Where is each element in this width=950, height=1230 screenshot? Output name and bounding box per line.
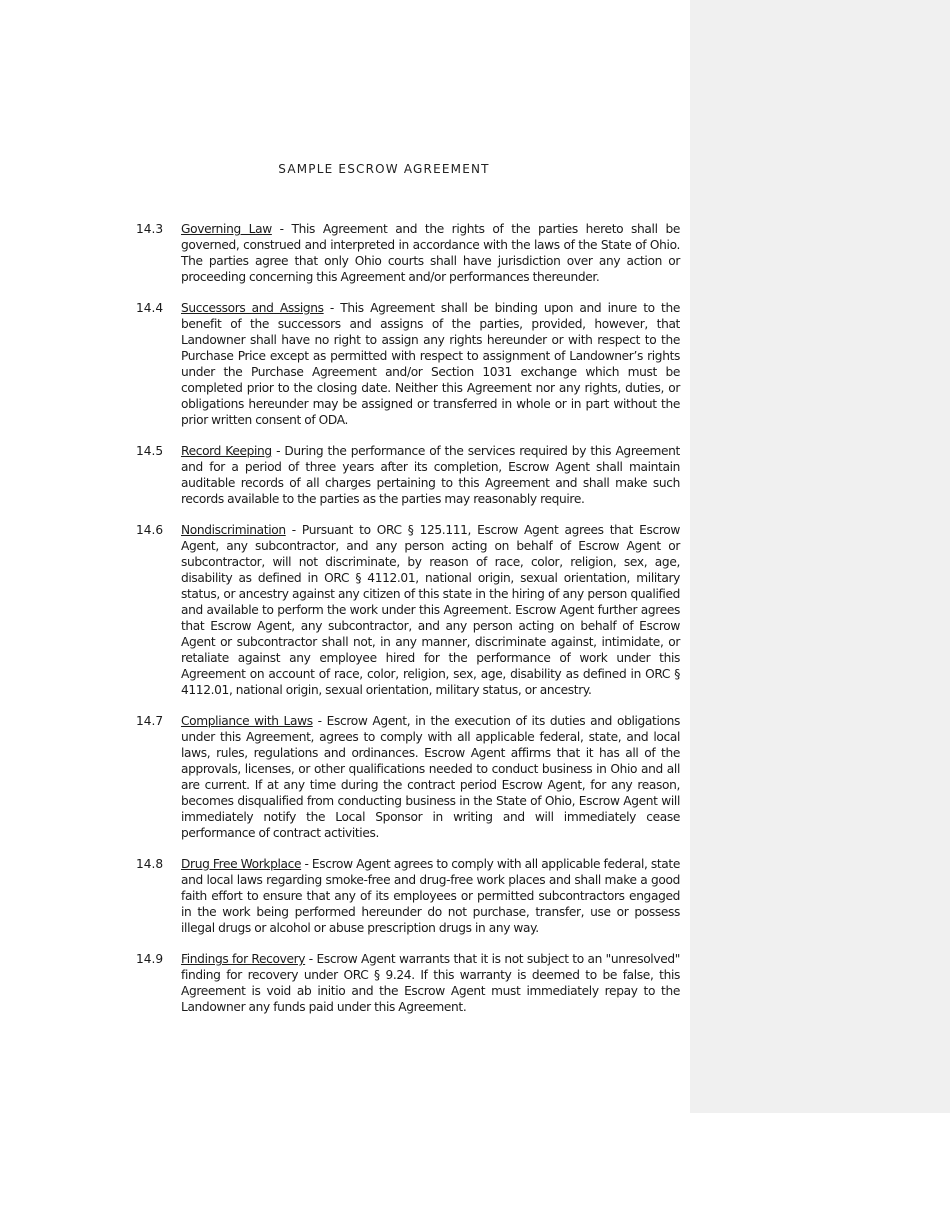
- section-body: [181, 443, 680, 507]
- section-heading: Governing Law: [181, 222, 272, 236]
- section-list: [136, 221, 680, 1030]
- section-14-7: [136, 713, 680, 841]
- section-14-4: [136, 300, 680, 428]
- section-14-5: [136, 443, 680, 507]
- section-number: 14.3: [136, 222, 164, 236]
- section-heading: Drug Free Workplace: [181, 857, 302, 871]
- section-number: 14.7: [136, 714, 164, 728]
- section-14-8: [136, 856, 680, 936]
- section-number: 14.6: [136, 523, 164, 537]
- section-body: [181, 951, 680, 1015]
- section-heading: Record Keeping: [181, 444, 272, 458]
- document-title: SAMPLE ESCROW AGREEMENT: [278, 162, 490, 176]
- section-number: 14.8: [136, 857, 164, 871]
- section-body: [181, 522, 680, 698]
- section-text: - Escrow Agent warrants that it is not subject to an "unresolved" finding for recovery under ORC § 9.24. If this warranty is deemed to be false, this Agreement is void ab initio and the Escrow Agent must immediately repay to the Landowner any funds paid under this Agreement.: [181, 952, 681, 1014]
- section-number: 14.4: [136, 301, 164, 315]
- section-14-3: [136, 221, 680, 285]
- section-number: 14.5: [136, 444, 164, 458]
- section-text: - Escrow Agent agrees to comply with all applicable federal, state and local laws regarding smoke-free and drug-free work places and shall make a good faith effort to ensure that any of its employees or permitted subcontractors engaged in the work being performed hereunder do not purchase, transfer, use or possess illegal drugs or alcohol or abuse prescription drugs in any way.: [181, 857, 680, 935]
- section-text: - This Agreement and the rights of the parties hereto shall be governed, construed and interpreted in accordance with the laws of the State of Ohio. The parties agree that only Ohio courts shall have jurisdiction over any action or proceeding concerning this Agreement and/or performances thereunder.: [181, 222, 680, 284]
- section-14-6: [136, 522, 680, 698]
- section-heading: Findings for Recovery: [181, 952, 306, 966]
- section-heading: Compliance with Laws: [181, 714, 313, 728]
- section-body: [181, 221, 680, 285]
- section-heading: Nondiscrimination: [181, 523, 286, 537]
- section-text: - Escrow Agent, in the execution of its duties and obligations under this Agreement, agrees to comply with all applicable federal, state, and local laws, rules, regulations and ordinances. Escrow Agent affirms that it has all of the approvals, licenses, or other qualifications needed to conduct business in Ohio and all are current. If at any time during the contract period Escrow Agent, for any reason, becomes disqualified from conducting business in the State of Ohio, Escrow Agent will immediately notify the Local Sponsor in writing and will immediately cease performance of contract activities.: [181, 714, 680, 840]
- section-body: [181, 856, 680, 936]
- section-14-9: [136, 951, 680, 1015]
- section-body: [181, 300, 680, 428]
- comment-sidebar: [690, 0, 950, 1113]
- section-text: - During the performance of the services required by this Agreement and for a period of three years after its completion, Escrow Agent shall maintain auditable records of all charges pertaining to this Agreement and shall make such records available to the parties as the parties may reasonably require.: [181, 444, 680, 506]
- section-heading: Successors and Assigns: [181, 301, 324, 315]
- section-text: - This Agreement shall be binding upon and inure to the benefit of the successors and assigns of the parties, provided, however, that Landowner shall have no right to assign any rights hereunder or with respect to the Purchase Price except as permitted with respect to assignment of Landowner’s rights under the Purchase Agreement and/or Section 1031 exchange which must be completed prior to the closing date. Neither this Agreement nor any rights, duties, or obligations hereunder may be assigned or transferred in whole or in part without the prior written consent of ODA.: [181, 301, 680, 427]
- section-number: 14.9: [136, 952, 164, 966]
- section-body: [181, 713, 680, 841]
- section-text: - Pursuant to ORC § 125.111, Escrow Agent agrees that Escrow Agent, any subcontractor, and any person acting on behalf of Escrow Agent or subcontractor, will not discriminate, by reason of race, color, religion, sex, age, disability as defined in ORC § 4112.01, national origin, sexual orientation, military status, or ancestry against any citizen of this state in the hiring of any person qualified and available to perform the work under this Agreement. Escrow Agent further agrees that Escrow Agent, any subcontractor, and any person acting on behalf of Escrow Agent or subcontractor shall not, in any manner, discriminate against, intimidate, or retaliate against any employee hired for the performance of work under this Agreement on account of race, color, religion, sex, age, disability as defined in ORC § 4112.01, national origin, sexual orientation, military status, or ancestry.: [181, 523, 680, 697]
